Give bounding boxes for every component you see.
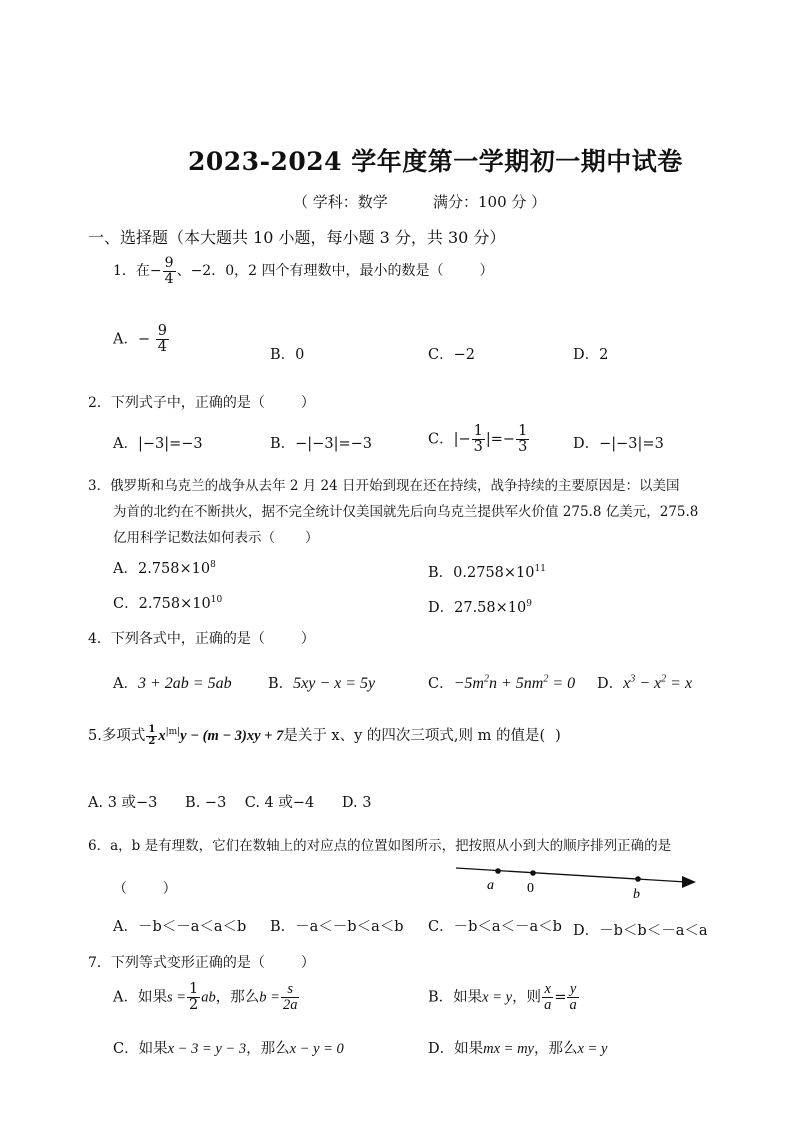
question-7: 7．下列等式变形正确的是（ ）: [88, 955, 315, 971]
question-6-paren: （ ）: [113, 881, 177, 897]
question-2: 2．下列式子中，正确的是（ ）: [88, 395, 315, 411]
q7-option-c: C．如果x − 3 = y − 3，那么x − y = 0: [113, 1041, 344, 1057]
label-b: b: [633, 887, 640, 902]
q2-option-d: D．−|−3|=3: [573, 436, 664, 452]
section-heading: 一、选择题（本大题共 10 小题，每小题 3 分，共 30 分）: [88, 228, 506, 247]
q1-option-a: A．− $\frac{9}{4}$: [113, 323, 167, 356]
label-a: a: [487, 878, 494, 893]
q3-option-d: D．$27.58\times 10^9$: [428, 599, 532, 616]
q1-option-d: D．2: [573, 347, 609, 363]
q6-option-b: B．－a＜－b＜a＜b: [270, 919, 404, 935]
q4-option-a: A．3 + 2ab = 5ab: [113, 675, 232, 692]
page-title: 2023-2024 学年度第一学期初一期中试卷: [188, 147, 683, 176]
q3-option-b: B．$0.2758\times 10^{11}$: [428, 564, 546, 581]
question-1: 1．在− $\frac{9}{4}$ 、−2．0，2 四个有理数中，最小的数是（ ）: [113, 255, 494, 287]
q1-option-b: B．0: [270, 347, 305, 363]
question-5: 5.多项式 $\frac{1}{2}$ $x^{|m|}y - (m - 3)xy + 7$是关于 x、y 的四次三项式,则 m 的值是( ): [88, 724, 561, 747]
q7-option-a: A．如果s = $\frac{1}{2}$ ab，那么b = $\frac{s}{2a}$: [113, 981, 298, 1014]
q6-option-c: C．－b＜a＜－a＜b: [428, 919, 562, 935]
number-line-diagram: [450, 858, 710, 908]
arrow-head-icon: [682, 876, 696, 888]
q2-option-c: C．|− $\frac{1}{3}$ |=− $\frac{1}{3}$: [428, 423, 528, 456]
q4-option-b: B．5xy − x = 5y: [268, 675, 376, 692]
q4-option-c: C．$-5m^2n + 5nm^2 = 0$: [428, 673, 576, 692]
subject-label: （ 学科：数学: [293, 193, 388, 211]
q6-option-d: D．－b＜b＜－a＜a: [573, 923, 708, 939]
q5-options: A. 3 或−3 B. −3 C. 4 或−4 D. 3: [88, 795, 372, 811]
question-3-line-2: 为首的北约在不断拱火，据不完全统计仅美国就先后向乌克兰提供军火价值 275.8 亿美元，275.8: [113, 504, 699, 520]
score-label: 满分：100 分 ）: [433, 193, 547, 211]
q3-option-a: A．$2.758\times 10^8$: [113, 560, 216, 577]
question-3-line-1: 3．俄罗斯和乌克兰的战争从去年 2 月 24 日开始到现在还在持续，战争持续的主要原因是：以美国: [88, 478, 680, 494]
q1-option-c: C．−2: [428, 347, 475, 363]
question-3-line-3: 亿用科学记数法如何表示（ ）: [113, 530, 319, 546]
label-zero: 0: [527, 881, 534, 896]
q7-option-b: B．如果x = y，则 $\frac{x}{a}$ = $\frac{y}{a}$: [428, 981, 577, 1014]
point-a: [495, 868, 501, 874]
q4-option-d: D．$x^3 - x^2 = x$: [597, 673, 693, 692]
q2-option-b: B．−|−3|=−3: [270, 436, 372, 452]
question-6: 6．a，b 是有理数，它们在数轴上的对应点的位置如图所示，把按照从小到大的顺序排列正确的是: [88, 838, 672, 854]
q6-option-a: A．－b＜－a＜a＜b: [113, 919, 247, 935]
point-zero: [530, 870, 536, 876]
q7-option-d: D．如果mx = my，那么x = y: [428, 1041, 608, 1057]
question-4: 4．下列各式中，正确的是（ ）: [88, 631, 315, 647]
point-b: [635, 876, 641, 882]
q2-option-a: A．|−3|=−3: [113, 436, 203, 452]
q3-option-c: C．$2.758\times 10^{10}$: [113, 595, 223, 612]
